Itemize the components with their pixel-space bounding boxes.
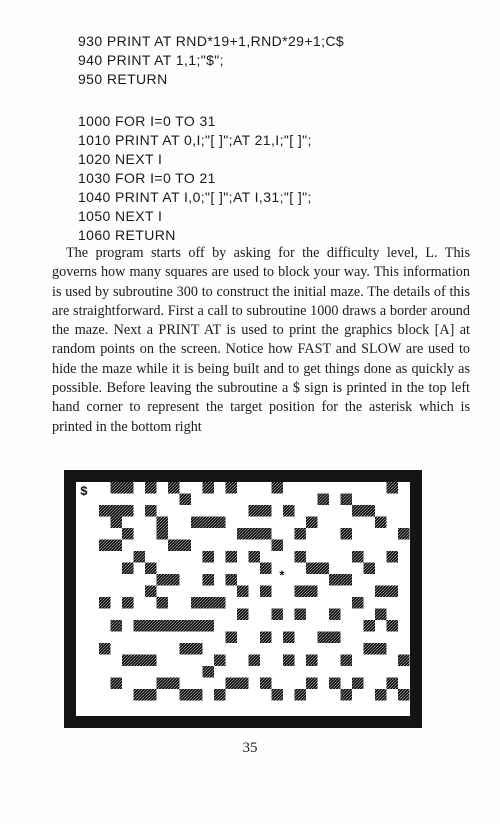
maze-block: [306, 586, 318, 598]
maze-block: [122, 528, 134, 540]
maze-block: [203, 597, 215, 609]
maze-block: [398, 528, 410, 540]
maze-block: [272, 689, 284, 701]
code-line: 1000 FOR I=0 TO 31: [78, 113, 216, 129]
maze-block: [168, 620, 180, 632]
maze-block: [99, 505, 111, 517]
asterisk-player: *: [278, 569, 286, 584]
maze-block: [260, 505, 272, 517]
maze-block: [122, 655, 134, 667]
maze-block: [260, 586, 272, 598]
maze-block: [364, 643, 376, 655]
maze-block: [203, 517, 215, 529]
maze-block: [157, 574, 169, 586]
maze-block: [249, 528, 261, 540]
maze-block: [329, 632, 341, 644]
maze-block: [145, 586, 157, 598]
maze-block: [387, 620, 399, 632]
maze-block: [375, 517, 387, 529]
maze-block: [306, 678, 318, 690]
maze-block: [191, 597, 203, 609]
code-line: 1010 PRINT AT 0,I;"[ ]";AT 21,I;"[ ]";: [78, 132, 312, 148]
maze-block: [168, 540, 180, 552]
maze-block: [249, 505, 261, 517]
maze-block: [180, 540, 192, 552]
code-line: 930 PRINT AT RND*19+1,RND*29+1;C$: [78, 33, 345, 49]
maze-block: [111, 505, 123, 517]
maze-block: [341, 689, 353, 701]
maze-block: [352, 551, 364, 563]
maze-block: [191, 620, 203, 632]
maze-block: [180, 494, 192, 506]
maze-block: [272, 609, 284, 621]
maze-block: [283, 655, 295, 667]
maze-block: [237, 586, 249, 598]
maze-block: [375, 609, 387, 621]
maze-block: [226, 551, 238, 563]
maze-block: [157, 517, 169, 529]
maze-screenshot: [64, 470, 422, 728]
maze-block: [203, 666, 215, 678]
maze-block: [168, 678, 180, 690]
maze-block: [134, 551, 146, 563]
maze-block: [329, 678, 341, 690]
maze-block: [145, 655, 157, 667]
maze-block: [180, 643, 192, 655]
maze-block: [387, 586, 399, 598]
maze-block: [306, 655, 318, 667]
maze-block: [318, 563, 330, 575]
page-number: 35: [242, 740, 258, 756]
maze-block: [145, 482, 157, 494]
maze-block: [237, 528, 249, 540]
maze-block: [318, 494, 330, 506]
maze-block: [203, 551, 215, 563]
maze-block: [306, 517, 318, 529]
maze-block: [295, 528, 307, 540]
maze-block: [260, 528, 272, 540]
maze-block: [398, 689, 410, 701]
maze-block: [226, 482, 238, 494]
maze-screen-image: [64, 470, 422, 728]
code-line: 950 RETURN: [78, 71, 168, 87]
maze-block: [99, 540, 111, 552]
maze-block: [375, 586, 387, 598]
maze-block: [341, 574, 353, 586]
maze-block: [249, 655, 261, 667]
maze-block: [283, 505, 295, 517]
maze-block: [352, 597, 364, 609]
body-text: [52, 244, 470, 437]
maze-block: [157, 678, 169, 690]
maze-block: [111, 620, 123, 632]
maze-block: [122, 482, 134, 494]
maze-block: [191, 689, 203, 701]
maze-block: [111, 482, 123, 494]
maze-block: [99, 597, 111, 609]
maze-block: [168, 482, 180, 494]
maze-block: [387, 551, 399, 563]
maze-block: [375, 643, 387, 655]
code-line: 1050 NEXT I: [78, 208, 163, 224]
maze-block: [341, 528, 353, 540]
code-line: 940 PRINT AT 1,1;"$";: [78, 52, 224, 68]
maze-block: [249, 551, 261, 563]
maze-block: [260, 632, 272, 644]
maze-block: [318, 632, 330, 644]
maze-block: [237, 609, 249, 621]
code-gap: [78, 89, 438, 112]
maze-block: [237, 678, 249, 690]
maze-block: [180, 620, 192, 632]
maze-block: [260, 563, 272, 575]
maze-block: [329, 609, 341, 621]
maze-block: [157, 620, 169, 632]
maze-block: [352, 505, 364, 517]
maze-block: [122, 597, 134, 609]
maze-block: [122, 563, 134, 575]
maze-block: [295, 551, 307, 563]
maze-block: [364, 620, 376, 632]
maze-block: [214, 597, 226, 609]
maze-block: [295, 689, 307, 701]
maze-block: [134, 689, 146, 701]
maze-block: [111, 540, 123, 552]
maze-block: [306, 563, 318, 575]
maze-block: [99, 643, 111, 655]
maze-block: [375, 689, 387, 701]
maze-block: [295, 586, 307, 598]
maze-block: [364, 563, 376, 575]
maze-block: [134, 655, 146, 667]
maze-block: [387, 482, 399, 494]
maze-block: [341, 655, 353, 667]
maze-block: [214, 689, 226, 701]
maze-block: [203, 620, 215, 632]
code-line: 1040 PRINT AT I,0;"[ ]";AT I,31;"[ ]";: [78, 189, 312, 205]
maze-block: [329, 574, 341, 586]
maze-block: [157, 528, 169, 540]
maze-block: [226, 678, 238, 690]
maze-block: [191, 643, 203, 655]
code-line: 1060 RETURN: [78, 227, 176, 243]
maze-block: [157, 597, 169, 609]
maze-block: [295, 609, 307, 621]
basic-listing: [78, 32, 438, 245]
maze-block: [203, 482, 215, 494]
maze-block: [352, 678, 364, 690]
maze-block: [214, 655, 226, 667]
maze-block: [168, 574, 180, 586]
maze-block: [203, 574, 215, 586]
paragraph: The program starts off by asking for the difficulty level, L. This governs how many squares are used to block your way. This information is used by subroutine 300 to construct the initial maze. The details of this are straightforward. First a call to subroutine 1000 draws a border around the maze. Next a PRINT AT is used to print the graphics block [A] at random points on the screen. Notice how FAST and SLOW are used to hide the maze while it is being built and to get things done as quickly as possible. Before leaving the subroutine a $ sign is printed in the top left hand corner to represent the target position for the asterisk which is printed in the bottom right: [52, 245, 470, 435]
maze-block: [145, 620, 157, 632]
target-dollar-sign: $: [80, 484, 88, 499]
code-line: 1030 FOR I=0 TO 21: [78, 170, 216, 186]
maze-block: [145, 505, 157, 517]
maze-block: [387, 678, 399, 690]
maze-block: [122, 505, 134, 517]
maze-block: [398, 655, 410, 667]
maze-block: [111, 678, 123, 690]
maze-block: [145, 689, 157, 701]
maze-block: [260, 678, 272, 690]
maze-block: [214, 517, 226, 529]
maze-block: [272, 482, 284, 494]
maze-block: [191, 517, 203, 529]
maze-block: [111, 517, 123, 529]
maze-block: [145, 563, 157, 575]
maze-block: [180, 689, 192, 701]
maze-block: [226, 632, 238, 644]
maze-block: [283, 632, 295, 644]
maze-block: [134, 620, 146, 632]
maze-block: [364, 505, 376, 517]
code-line: 1020 NEXT I: [78, 151, 163, 167]
maze-block: [272, 540, 284, 552]
maze-block: [341, 494, 353, 506]
maze-block: [226, 574, 238, 586]
